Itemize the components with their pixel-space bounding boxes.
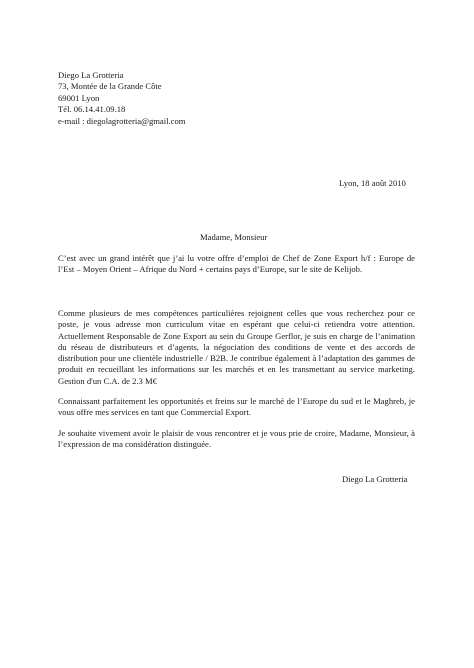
sender-email: e-mail : diegolagrotteria@gmail.com — [58, 115, 186, 126]
paragraph-closing: Je souhaite vivement avoir le plaisir de vous rencontrer et je vous prie de croire, Madame, Monsieur, à l’expression de ma considération distinguée. — [58, 428, 415, 450]
sender-address-block — [58, 70, 185, 127]
letter-date: Lyon, 18 août 2010 — [339, 178, 406, 188]
sender-name: Diego La Grotteria — [58, 70, 124, 80]
sender-street: 73, Montée de la Grande Côte — [58, 81, 162, 92]
sender-phone: Tél. 06.14.41.09.18 — [58, 104, 126, 115]
salutation: Madame, Monsieur — [200, 232, 268, 242]
paragraph-experience: Comme plusieurs de mes compétences particulières rejoignent celles que vous recherchez pour ce poste, je vous adresse mon curriculum vitae en espérant que celui-ci retiendra votre attention. Actuellement Responsable de Zone Export au sein du Groupe Gerflor, je suis en charge de l’animation du réseau de distributeurs et d’agents, la négociation des conditions de vente et des accords de distribution pour une clientèle industrielle / B2B. Je contribue également à l’adaptation des gammes de produit en recueillant les informations sur les marchés et en les transmettant au service marketing. Gestion d'un C.A. de 2.3 M€ — [58, 308, 415, 386]
sender-city: 69001 Lyon — [58, 92, 100, 103]
paragraph-market: Connaissant parfaitement les opportunités et freins sur le marché de l’Europe du sud et le Maghreb, je vous offre mes services en tant que Commercial Export. — [58, 396, 415, 418]
paragraph-intro: C’est avec un grand intérêt que j’ai lu votre offre d’emploi de Chef de Zone Export h/f : Europe de l’Est – Moyen Orient – Afrique du Nord + certains pays d’Europe, sur le site de Kelijob. — [58, 253, 415, 275]
signature: Diego La Grotteria — [342, 474, 408, 484]
